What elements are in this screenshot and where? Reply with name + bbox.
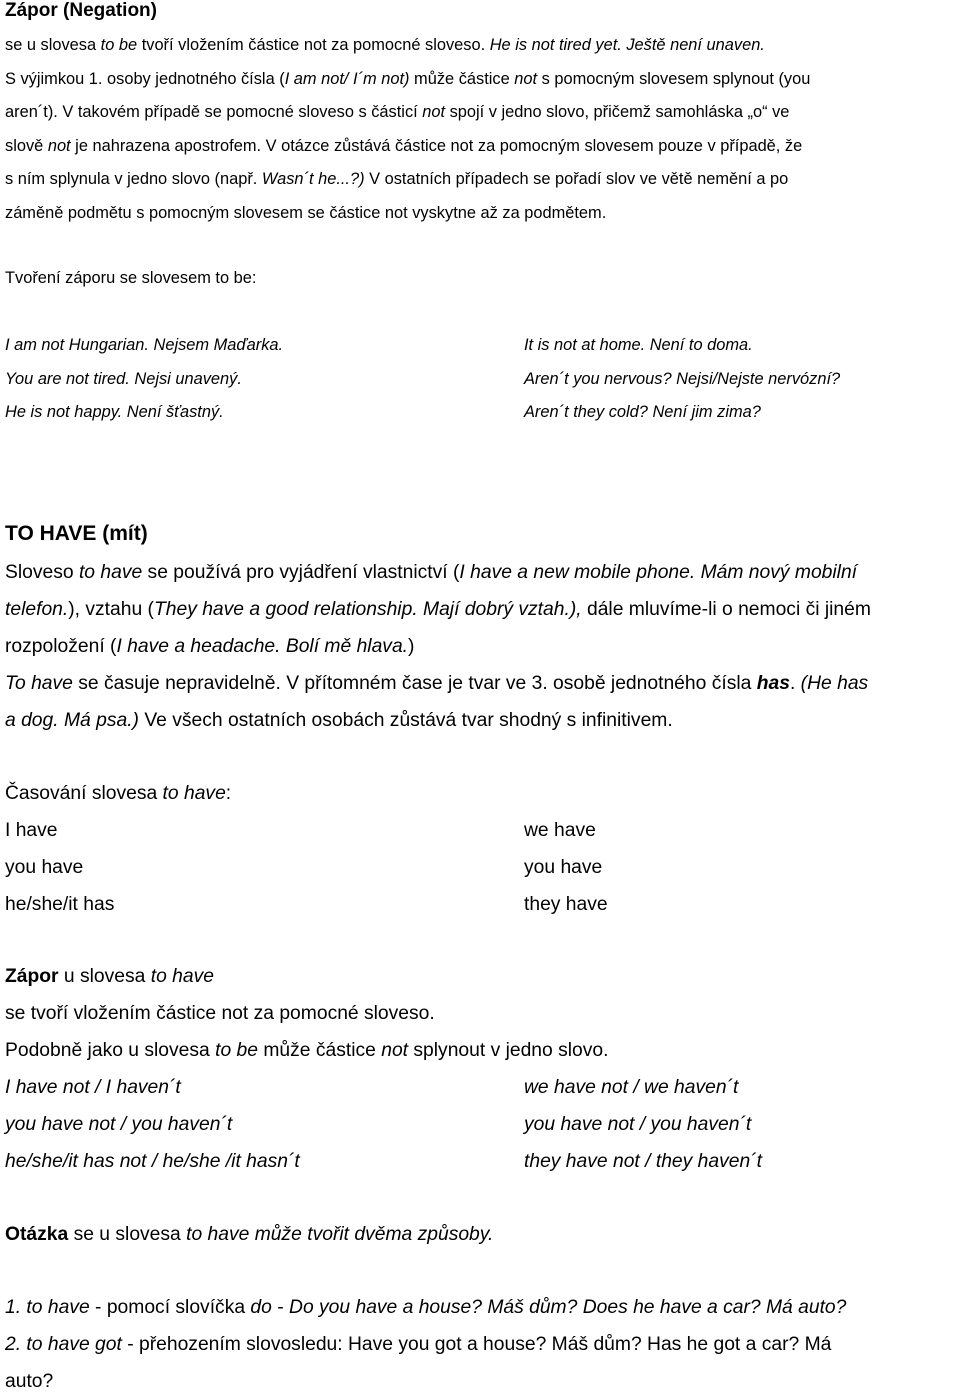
conjugation-left [5,812,114,923]
question-methods [5,1289,846,1400]
text-line: aren´t). V takovém případě se pomocné sloveso s částicí not spojí v jedno slovo, přičemž samohláska „o“ ve [5,103,790,122]
text-line: we have not / we haven´t [524,1077,739,1098]
text-line: rozpoložení (I have a headache. Bolí mě hlava.) [5,636,415,657]
negation-to-have-heading: Zápor u slovesa to have [5,966,214,987]
text-line: It is not at home. Není to doma. [524,336,753,354]
text-line: a dog. Má psa.) Ve všech ostatních osobách zůstává tvar shodný s infinitivem. [5,710,673,731]
text-line: I have [5,820,58,841]
text-line: I have not / I haven´t [5,1077,181,1098]
text-line: S výjimkou 1. osoby jednotného čísla (I am not/ I´m not) může částice not s pomocným slovesem splynout (you [5,69,811,88]
text-line: To have se časuje nepravidelně. V přítomném čase je tvar ve 3. osobě jednotného čísla has. (He has [5,673,869,694]
text-line: I am not Hungarian. Nejsem Maďarka. [5,336,284,354]
text-line: they have not / they haven´t [524,1151,762,1172]
text-line: se tvoří vložením částice not za pomocné sloveso. [5,1003,435,1024]
text-line: Aren´t they cold? Není jim zima? [524,403,761,422]
text-line: you have [524,857,603,878]
text-line: Aren´t you nervous? Nejsi/Nejste nervózní? [524,369,841,388]
text-line: se u slovesa to be tvoří vložením částice not za pomocné sloveso. He is not tired yet. Ještě není unaven. [5,36,765,54]
text-line: Podobně jako u slovesa to be může částice not splynout v jedno slovo. [5,1040,609,1061]
subheading-tobe: Tvoření záporu se slovesem to be: [5,269,257,287]
text-line: auto? [5,1371,54,1392]
subheading-conjugation: Časování slovesa to have: [5,783,232,804]
text-line: Sloveso to have se používá pro vyjádření vlastnictví (I have a new mobile phone. Mám nový mobilní [5,562,858,583]
text-line: You are not tired. Nejsi unavený. [5,369,242,388]
text-line: he/she/it has not / he/she /it hasn´t [5,1151,300,1172]
text-line: telefon.), vztahu (They have a good relationship. Mají dobrý vztah.), dále mluvíme-li o nemoci či jiném [5,599,871,620]
text-line: he/she/it has [5,894,115,915]
paragraph-to-have [5,554,871,739]
conjugation-right [524,812,608,923]
paragraph-negation [5,29,810,231]
negation-forms-right [524,1069,762,1180]
question-heading: Otázka se u slovesa to have může tvořit dvěma způsoby. [5,1224,494,1245]
title-negation: Zápor (Negation) [5,0,157,21]
negation-to-have-text [5,995,608,1069]
title-to-have: TO HAVE (mít) [5,522,148,545]
text-line: you have not / you haven´t [5,1114,233,1135]
tobe-examples-left [5,329,283,430]
text-line: He is not happy. Není šťastný. [5,403,224,422]
negation-forms-left [5,1069,300,1180]
text-line: s ním splynula v jedno slovo (např. Wasn´t he...?) V ostatních případech se pořadí slov ve větě nemění a po [5,170,789,189]
text-line: slově not je nahrazena apostrofem. V otázce zůstává částice not za pomocným slovesem pouze v případě, že [5,136,803,155]
text-line: 2. to have got - přehozením slovosledu: Have you got a house? Máš dům? Has he got a car? Má [5,1334,832,1355]
tobe-examples-right [524,329,840,430]
text-line: you have not / you haven´t [524,1114,752,1135]
text-line: we have [524,820,596,841]
text-line: you have [5,857,84,878]
text-line: záměně podmětu s pomocným slovesem se částice not vyskytne až za podmětem. [5,203,607,222]
text-line: they have [524,894,608,915]
text-line: 1. to have - pomocí slovíčka do - Do you have a house? Máš dům? Does he have a car? Má auto? [5,1297,847,1318]
